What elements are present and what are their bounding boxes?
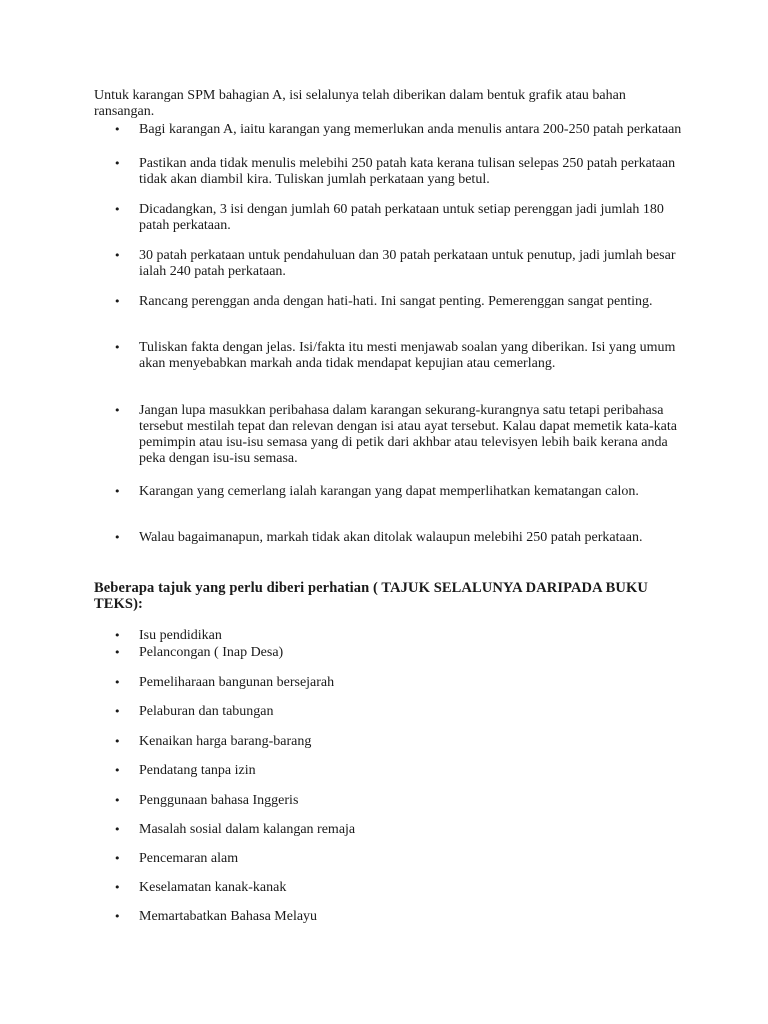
list-item-text: 30 patah perkataan untuk pendahuluan dan 30 patah perkataan untuk penutup, jadi jumlah besar ialah 240 patah perkataan. bbox=[139, 248, 676, 279]
list-item bbox=[114, 202, 684, 234]
bullet-icon: • bbox=[114, 531, 121, 544]
list-item-text: Bagi karangan A, iaitu karangan yang memerlukan anda menulis antara 200-250 patah perkataan bbox=[139, 122, 682, 137]
list-item bbox=[114, 880, 684, 896]
list-item bbox=[114, 734, 684, 750]
list-item bbox=[114, 248, 684, 280]
list-item bbox=[114, 793, 684, 809]
list-item-text: Isu pendidikan bbox=[139, 628, 222, 643]
list-item bbox=[114, 294, 684, 310]
list-item bbox=[114, 122, 684, 138]
list-item bbox=[114, 530, 684, 546]
list-item-text: Pemeliharaan bangunan bersejarah bbox=[139, 675, 335, 690]
list-item-text: Walau bagaimanapun, markah tidak akan ditolak walaupun melebihi 250 patah perkataan. bbox=[139, 530, 643, 545]
list-item bbox=[114, 340, 684, 372]
list-item bbox=[114, 675, 684, 691]
list-item-text: Pelaburan dan tabungan bbox=[139, 704, 274, 719]
section-heading: Beberapa tajuk yang perlu diberi perhatian ( TAJUK SELALUNYA DARIPADA BUKU TEKS): bbox=[94, 580, 648, 612]
bullet-icon: • bbox=[114, 910, 121, 923]
bullet-icon: • bbox=[114, 735, 121, 748]
intro-paragraph: Untuk karangan SPM bahagian A, isi selalunya telah diberikan dalam bentuk grafik atau bahan ransangan. bbox=[94, 88, 626, 119]
list-item-text: Pelancongan ( Inap Desa) bbox=[139, 645, 284, 660]
bullet-icon: • bbox=[114, 881, 121, 894]
bullet-icon: • bbox=[114, 823, 121, 836]
list-item bbox=[114, 645, 684, 661]
list-item-text: Karangan yang cemerlang ialah karangan yang dapat memperlihatkan kematangan calon. bbox=[139, 484, 639, 499]
bullet-icon: • bbox=[114, 341, 121, 354]
bullet-icon: • bbox=[114, 646, 121, 659]
list-item-text: Jangan lupa masukkan peribahasa dalam karangan sekurang-kurangnya satu tetapi peribahasa tersebut mestilah tepat dan relevan dengan isi atau ayat tersebut. Kalau dapat memetik kata-kata pemimpin atau isu-isu semasa yang di petik dari akhbar atau televisyen lebih baik kerana anda peka dengan isu-isu semasa. bbox=[139, 403, 678, 466]
list-item-text: Pencemaran alam bbox=[139, 851, 239, 866]
list-item bbox=[114, 763, 684, 779]
bullet-icon: • bbox=[114, 676, 121, 689]
bullet-icon: • bbox=[114, 249, 121, 262]
list-item bbox=[114, 484, 684, 500]
list-item bbox=[114, 851, 684, 867]
bullet-icon: • bbox=[114, 705, 121, 718]
list-item-text: Penggunaan bahasa Inggeris bbox=[139, 793, 299, 808]
list-item-text: Pendatang tanpa izin bbox=[139, 763, 256, 778]
list-item-text: Pastikan anda tidak menulis melebihi 250 patah kata kerana tulisan selepas 250 patah perkataan tidak akan diambil kira. Tuliskan jumlah perkataan yang betul. bbox=[139, 156, 676, 187]
bullet-icon: • bbox=[114, 404, 121, 417]
list-item bbox=[114, 403, 684, 467]
list-item-text: Tuliskan fakta dengan jelas. Isi/fakta itu mesti menjawab soalan yang diberikan. Isi yang umum akan menyebabkan markah anda tidak mendapat kepujian atau cemerlang. bbox=[139, 340, 676, 371]
list-item-text: Kenaikan harga barang-barang bbox=[139, 734, 312, 749]
list-item bbox=[114, 909, 684, 925]
bullet-icon: • bbox=[114, 123, 121, 136]
list-item bbox=[114, 628, 684, 644]
list-item bbox=[114, 704, 684, 720]
list-item-text: Dicadangkan, 3 isi dengan jumlah 60 patah perkataan untuk setiap perenggan jadi jumlah 180 patah perkataan. bbox=[139, 202, 664, 233]
bullet-icon: • bbox=[114, 295, 121, 308]
bullet-icon: • bbox=[114, 157, 121, 170]
bullet-icon: • bbox=[114, 794, 121, 807]
bullet-icon: • bbox=[114, 764, 121, 777]
list-item-text: Rancang perenggan anda dengan hati-hati. Ini sangat penting. Pemerenggan sangat penting. bbox=[139, 294, 653, 309]
bullet-icon: • bbox=[114, 203, 121, 216]
list-item bbox=[114, 822, 684, 838]
list-item-text: Memartabatkan Bahasa Melayu bbox=[139, 909, 318, 924]
bullet-icon: • bbox=[114, 629, 121, 642]
bullet-icon: • bbox=[114, 852, 121, 865]
list-item-text: Masalah sosial dalam kalangan remaja bbox=[139, 822, 356, 837]
bullet-icon: • bbox=[114, 485, 121, 498]
list-item bbox=[114, 156, 684, 188]
list-item-text: Keselamatan kanak-kanak bbox=[139, 880, 287, 895]
